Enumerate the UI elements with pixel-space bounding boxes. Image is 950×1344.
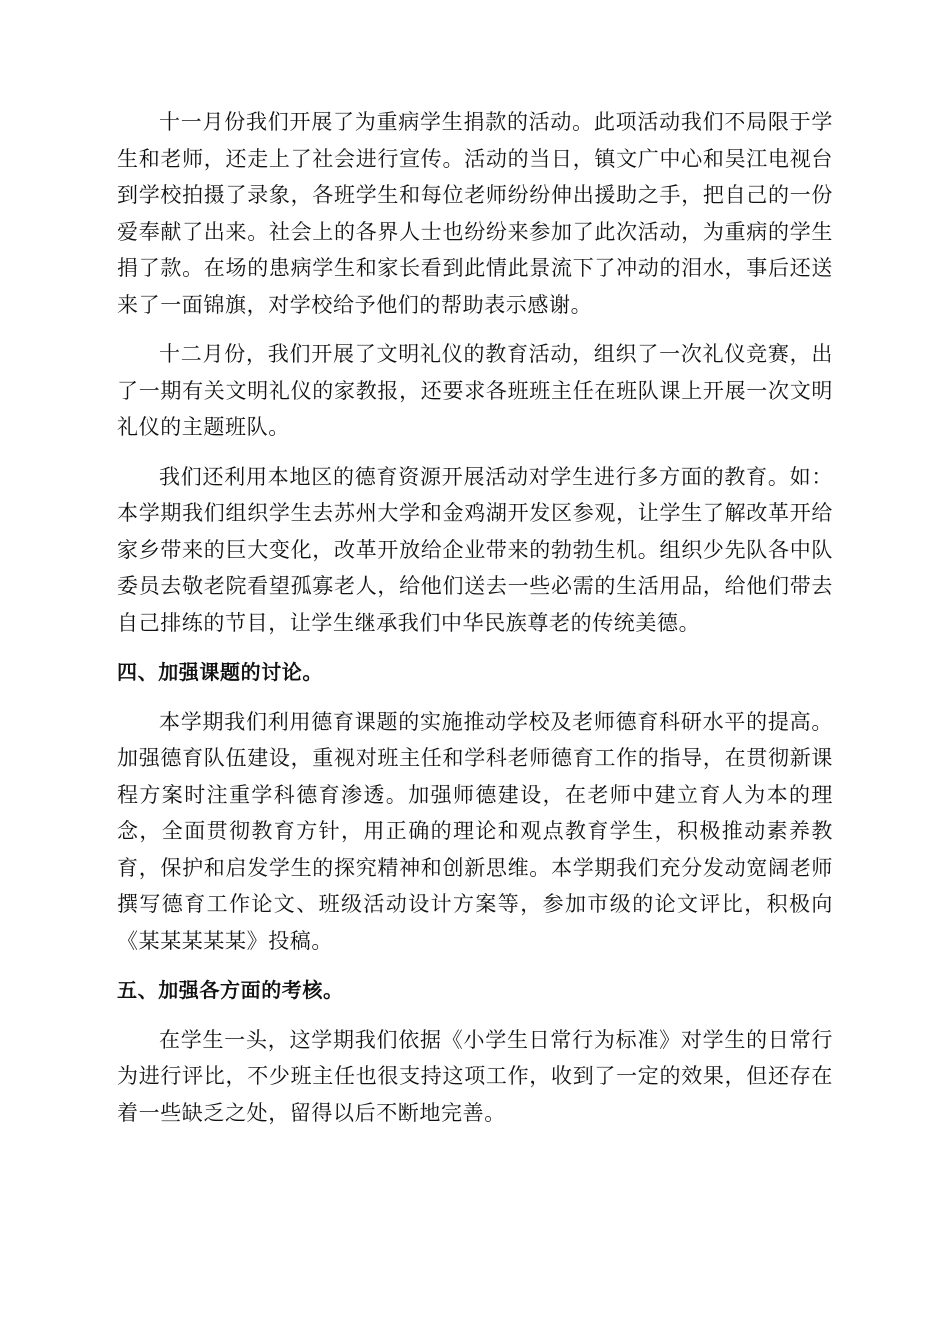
- paragraph-local-resources: 我们还利用本地区的德育资源开展活动对学生进行多方面的教育。如：本学期我们组织学生去苏州大学和金鸡湖开发区参观，让学生了解改革开给家乡带来的巨大变化，改革开放给企业带来的勃勃生机。组织少先队各中队委员去敬老院看望孤寡老人，给他们送去一些必需的生活用品，给他们带去自己排练的节目，让学生继承我们中华民族尊老的传统美德。: [117, 464, 833, 635]
- section-heading-research: 四、加强课题的讨论。: [117, 660, 323, 684]
- paragraph-december-etiquette: 十二月份，我们开展了文明礼仪的教育活动，组织了一次礼仪竞赛，出了一期有关文明礼仪的家教报，还要求各班班主任在班队课上开展一次文明礼仪的主题班队。: [117, 342, 833, 439]
- paragraph-assessment: 在学生一头，这学期我们依据《小学生日常行为标准》对学生的日常行为进行评比，不少班主任也很支持这项工作，收到了一定的效果，但还存在着一些缺乏之处，留得以后不断地完善。: [117, 1027, 833, 1125]
- paragraph-research: 本学期我们利用德育课题的实施推动学校及老师德育科研水平的提高。加强德育队伍建设，重视对班主任和学科老师德育工作的指导，在贯彻新课程方案时注重学科德育渗透。加强师德建设，在老师中建立育人为本的理念，全面贯彻教育方针，用正确的理论和观点教育学生，积极推动素养教育，保护和启发学生的探究精神和创新思维。本学期我们充分发动宽阔老师撰写德育工作论文、班级活动设计方案等，参加市级的论文评比，积极向《某某某某某》投稿。: [117, 709, 833, 953]
- document-page: [117, 104, 833, 1144]
- section-heading-assessment: 五、加强各方面的考核。: [117, 978, 344, 1002]
- paragraph-november-donation: 十一月份我们开展了为重病学生捐款的活动。此项活动我们不局限于学生和老师，还走上了社会进行宣传。活动的当日，镇文广中心和吴江电视台到学校拍摄了录象，各班学生和每位老师纷纷伸出援助之手，把自己的一份爱奉献了出来。社会上的各界人士也纷纷来参加了此次活动，为重病的学生捐了款。在场的患病学生和家长看到此情此景流下了冲动的泪水，事后还送来了一面锦旗，对学校给予他们的帮助表示感谢。: [117, 110, 833, 317]
